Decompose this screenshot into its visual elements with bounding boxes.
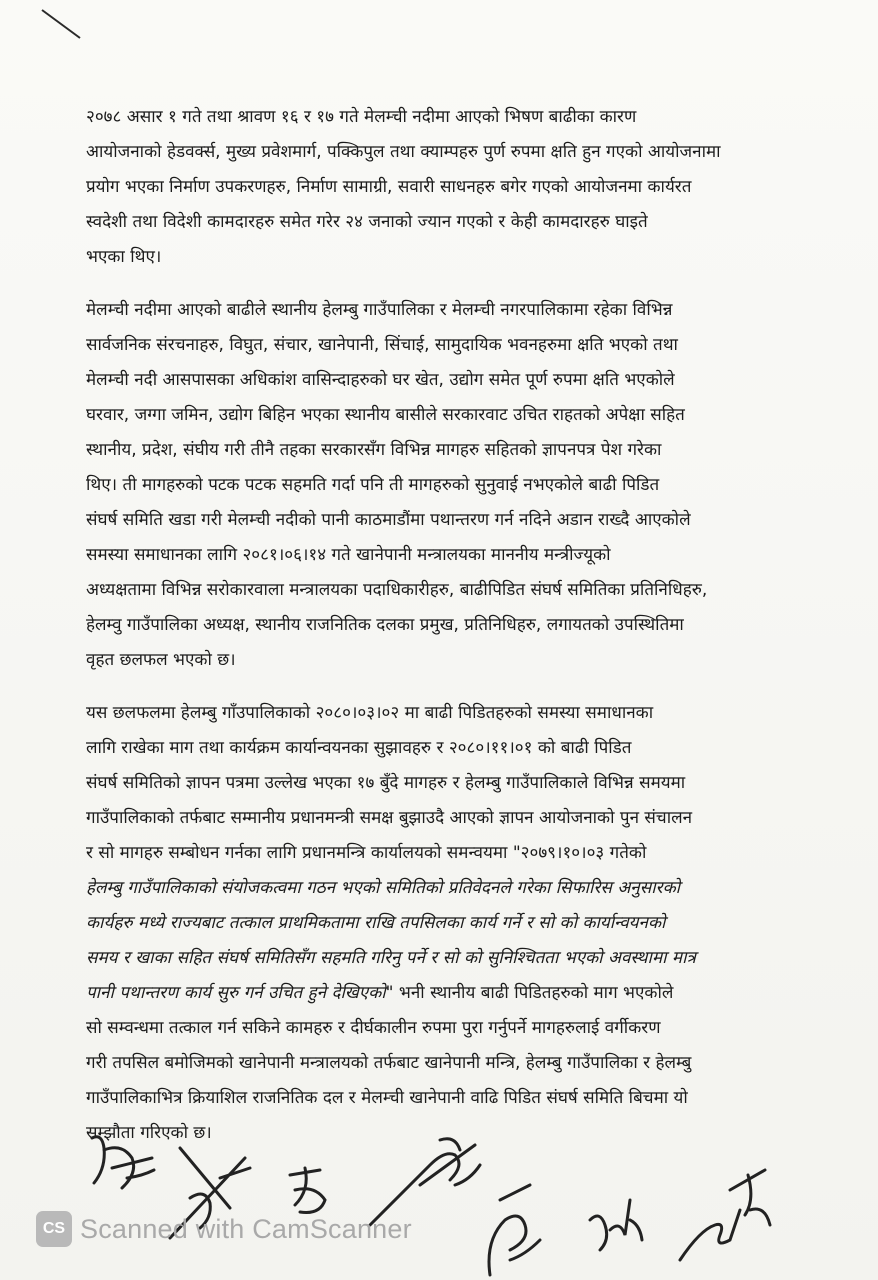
quoted-text-line: समय र खाका सहित संघर्ष समितिसँग सहमति गरिनु पर्ने र सो को सुनिश्चितता भएको अवस्थामा मात्र [86,948,696,968]
document-body [86,100,786,1169]
text-line: घरवार, जग्गा जमिन, उद्योग बिहिन भएका स्थानीय बासीले सरकारवाट उचित राहतको अपेक्षा सहित [86,405,685,425]
text-line: २०७८ असार १ गते तथा श्रावण १६ र १७ गते मेलम्ची नदीमा आएको भिषण बाढीका कारण [86,107,637,127]
text-line: अध्यक्षतामा विभिन्न सरोकारवाला मन्त्रालयका पदाधिकारीहरु, बाढीपिडित संघर्ष समितिका प्रतिनिधिहरु, [86,580,708,600]
text-line: आयोजनाको हेडवर्क्स, मुख्य प्रवेशमार्ग, पक्किपुल तथा क्याम्पहरु पुर्ण रुपमा क्षति हुन गएको आयोजनामा [86,142,721,162]
text-continuation: भनी स्थानीय बाढी पिडितहरुको माग भएकोले [393,983,674,1003]
text-line: लागि राखेका माग तथा कार्यक्रम कार्यान्वयनका सुझावहरु र २०८०।११।०१ को बाढी पिडित [86,738,632,758]
watermark-text: Scanned with CamScanner [80,1213,412,1244]
text-line: संघर्ष समितिको ज्ञापन पत्रमा उल्लेख भएका १७ बुँदे मागहरु र हेलम्बु गाउँपालिकाले विभिन्न समयमा [86,773,686,793]
text-line: मेलम्ची नदीमा आएको बाढीले स्थानीय हेलम्बु गाउँपालिका र मेलम्ची नगरपालिकामा रहेका विभिन्न [86,300,673,320]
text-line: सार्वजनिक संरचनाहरु, विघुत, संचार, खानेपानी, सिंचाई, सामुदायिक भवनहरुमा क्षति भएको तथा [86,335,678,355]
pen-stroke-mark [40,8,84,42]
paragraph-1 [86,100,786,275]
text-line: गाउँपालिकाको तर्फबाट सम्मानीय प्रधानमन्त्री समक्ष बुझाउदै आएको ज्ञापन आयोजनाको पुन संचालन [86,808,693,828]
text-line: र सो मागहरु सम्बोधन गर्नका लागि प्रधानमन्त्रि कार्यालयको समन्वयमा "२०७९।१०।०३ गतेको [86,843,647,863]
signature-5 [470,1180,550,1280]
text-line: समस्या समाधानका लागि २०८१।०६।१४ गते खानेपानी मन्त्रालयका माननीय मन्त्रीज्यूको [86,545,611,565]
paragraph-2 [86,293,786,678]
text-line: स्वदेशी तथा विदेशी कामदारहरु समेत गरेर २४ जनाको ज्यान गएको र केही कामदारहरु घाइते [86,212,648,232]
paragraph-3 [86,696,786,1151]
text-line: वृहत छलफल भएको छ। [86,650,236,670]
signature-6 [580,1180,650,1260]
quoted-text-end: पानी पथान्तरण कार्य सुरु गर्न उचित हुने देखिएको" [86,983,394,1003]
signature-7 [670,1150,780,1270]
quoted-text-line: कार्यहरु मध्ये राज्यबाट तत्काल प्राथमिकतामा राखि तपसिलका कार्य गर्ने र सो को कार्यान्वयनको [86,913,666,933]
text-line: गरी तपसिल बमोजिमको खानेपानी मन्त्रालयको तर्फबाट खानेपानी मन्त्रि, हेलम्बु गाउँपालिका र हेलम्बु [86,1053,692,1073]
signature-area [70,1120,810,1280]
text-line: स्थानीय, प्रदेश, संघीय गरी तीनै तहका सरकारसँग विभिन्न मागहरु सहितको ज्ञापनपत्र पेश गरेका [86,440,662,460]
text-line: गाउँपालिकाभित्र क्रियाशिल राजनितिक दल र मेलम्ची खानेपानी वाढि पिडित संघर्ष समिति बिचमा यो [86,1088,688,1108]
text-line: मेलम्ची नदी आसपासका अधिकांश वासिन्दाहरुको घर खेत, उद्योग समेत पूर्ण रुपमा क्षति भएकोले [86,370,675,390]
text-line: सम्झौता गरिएको छ। [86,1123,212,1143]
text-line: संघर्ष समिति खडा गरी मेलम्ची नदीको पानी काठमाडौंमा पथान्तरण गर्न नदिने अडान राख्दै आएकोले [86,510,691,530]
text-line: सो सम्वन्धमा तत्काल गर्न सकिने कामहरु र दीर्घकालीन रुपमा पुरा गर्नुपर्ने मागहरुलाई वर्गीकरण [86,1018,661,1038]
camscanner-watermark [36,1210,412,1248]
mixed-text-line [86,976,786,1011]
camscanner-logo-icon: CS [36,1211,72,1247]
text-line: हेलम्वु गाउँपालिका अध्यक्ष, स्थानीय राजनितिक दलका प्रमुख, प्रतिनिधिहरु, लगायतको उपस्थितिमा [86,615,684,635]
quoted-text-line: हेलम्बु गाउँपालिकाको संयोजकत्वमा गठन भएको समितिको प्रतिवेदनले गरेका सिफारिस अनुसारको [86,878,681,898]
text-line: यस छलफलमा हेलम्बु गाँउपालिकाको २०८०।०३।०२ मा बाढी पिडितहरुको समस्या समाधानका [86,703,654,723]
text-line: थिए। ती मागहरुको पटक पटक सहमति गर्दा पनि ती मागहरुको सुनुवाई नभएकोले बाढी पिडित [86,475,660,495]
text-line: भएका थिए। [86,247,162,267]
text-line: प्रयोग भएका निर्माण उपकरणहरु, निर्माण सामाग्री, सवारी साधनहरु बगेर गएको आयोजनमा कार्यरत [86,177,692,197]
